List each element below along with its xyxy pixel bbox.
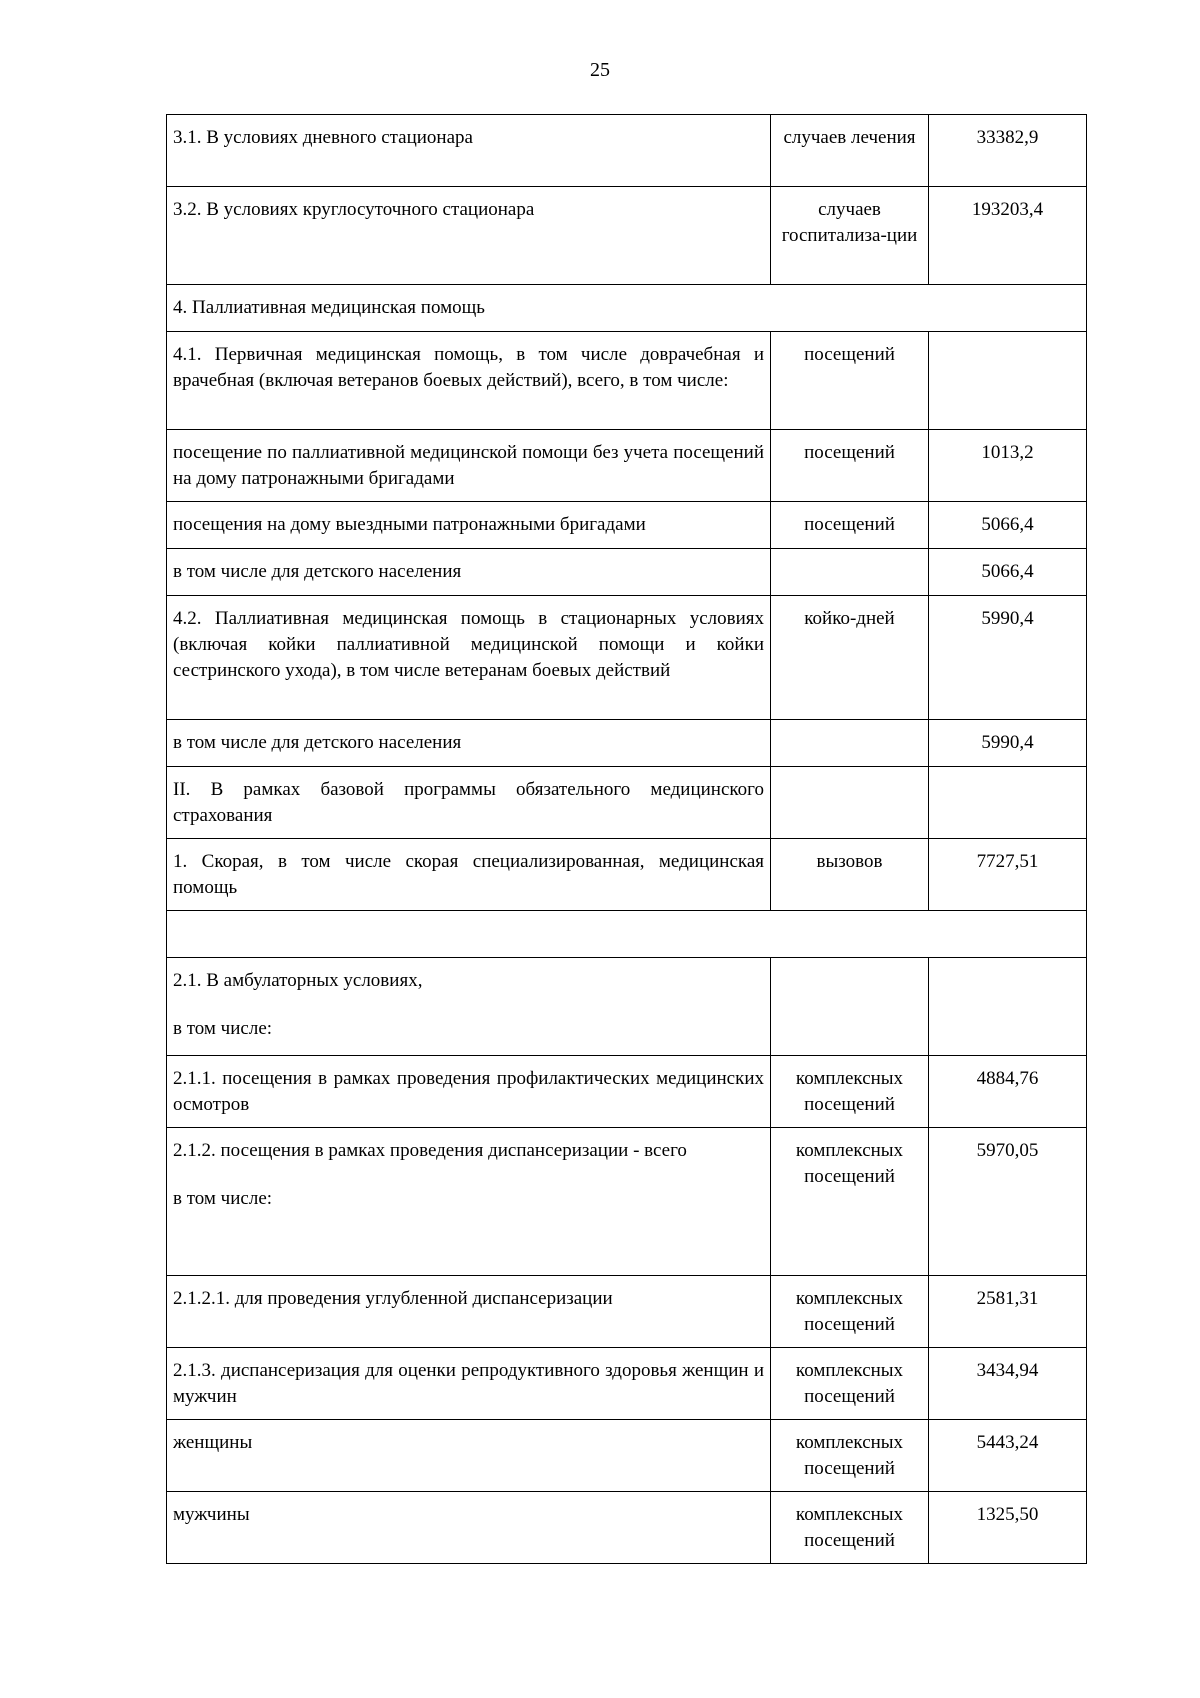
row-name-cell [167,1056,771,1128]
row-name-text: 2.1.1. посещения в рамках проведения профилактических медицинских осмотров [173,1068,764,1115]
row-value-cell: 7727,51 [929,839,1087,911]
row-name-cell [167,911,1087,958]
table-row [167,1056,1087,1128]
row-value-cell: 1013,2 [929,430,1087,502]
row-name-text: в том числе: [173,1018,273,1039]
row-unit-cell: посещений [771,332,929,430]
row-name-cell [167,839,771,911]
table-row [167,767,1087,839]
row-value-cell: 33382,9 [929,115,1087,187]
row-name-cell [167,1492,771,1564]
table-row [167,115,1087,187]
row-unit-cell [771,720,929,767]
row-name-cell [167,549,771,596]
row-name-text: 2.1.3. диспансеризация для оценки репродуктивного здоровья женщин и мужчин [173,1360,764,1407]
row-name-text: в том числе для детского населения [173,732,462,753]
row-value-cell: 5990,4 [929,720,1087,767]
row-name-text: 2.1.2. посещения в рамках проведения диспансеризации - всего [173,1140,687,1161]
table-row [167,1420,1087,1492]
row-unit-cell [771,549,929,596]
row-value-cell: 2581,31 [929,1276,1087,1348]
table-row [167,911,1087,958]
row-unit-cell: посещений [771,430,929,502]
volume-table [166,114,1087,1564]
table-row [167,596,1087,720]
row-name-text: женщины [173,1432,253,1453]
row-name-text: 1. Скорая, в том числе скорая специализированная, медицинская помощь [173,851,764,898]
row-name-cell [167,430,771,502]
row-name-text: посещение по паллиативной медицинской помощи без учета посещений на дому патронажными бригадами [173,442,764,489]
row-value-cell: 5066,4 [929,549,1087,596]
row-name-text: II. В рамках базовой программы обязательного медицинского страхования [173,779,764,826]
row-name-cell [167,596,771,720]
table-row [167,1128,1087,1276]
row-unit-cell: случаев лечения [771,115,929,187]
row-value-cell: 5990,4 [929,596,1087,720]
row-name-text: в том числе: [173,1188,273,1209]
row-name-text: 3.2. В условиях круглосуточного стационара [173,199,535,220]
table-row [167,332,1087,430]
row-unit-cell: комплексных посещений [771,1348,929,1420]
row-unit-cell: комплексных посещений [771,1492,929,1564]
row-name-text: мужчины [173,1504,250,1525]
table-row [167,958,1087,1056]
row-unit-cell: койко-дней [771,596,929,720]
row-unit-cell: комплексных посещений [771,1128,929,1276]
row-name-cell [167,187,771,285]
row-value-cell: 5066,4 [929,502,1087,549]
row-unit-cell: случаев госпитализа-ции [771,187,929,285]
row-name-text: 2.1. В амбулаторных условиях, [173,970,423,991]
row-unit-cell: комплексных посещений [771,1420,929,1492]
row-name-cell [167,1128,771,1276]
table-row [167,720,1087,767]
row-value-cell: 1325,50 [929,1492,1087,1564]
table-row [167,502,1087,549]
row-name-text: 2.1.2.1. для проведения углубленной диспансеризации [173,1288,613,1309]
row-value-cell: 4884,76 [929,1056,1087,1128]
row-value-cell [929,767,1087,839]
table-row [167,187,1087,285]
line-gap [173,1164,764,1186]
row-name-cell [167,958,771,1056]
row-name-cell [167,1276,771,1348]
row-name-cell [167,720,771,767]
row-name-text: в том числе для детского населения [173,561,462,582]
page-number: 25 [590,59,610,81]
table-row [167,1348,1087,1420]
row-name-cell [167,332,771,430]
row-value-cell [929,332,1087,430]
row-name-cell [167,115,771,187]
row-value-cell: 193203,4 [929,187,1087,285]
table-row [167,549,1087,596]
row-unit-cell: вызовов [771,839,929,911]
table-row [167,839,1087,911]
table-body [167,115,1087,1564]
row-name-text: 4.2. Паллиативная медицинская помощь в стационарных условиях (включая койки паллиативной медицинской помощи и койки сестринского ухода), в том числе ветеранам боевых действий [173,608,764,681]
row-name-text: 4. Паллиативная медицинская помощь [173,297,485,318]
table-row [167,430,1087,502]
row-name-cell [167,285,1087,332]
row-value-cell: 5443,24 [929,1420,1087,1492]
row-unit-cell: посещений [771,502,929,549]
row-value-cell [929,958,1087,1056]
row-unit-cell: комплексных посещений [771,1056,929,1128]
table-row [167,285,1087,332]
row-value-cell: 3434,94 [929,1348,1087,1420]
table-row [167,1276,1087,1348]
row-name-cell [167,1420,771,1492]
line-gap [173,994,764,1016]
row-name-cell [167,502,771,549]
row-name-cell [167,767,771,839]
table-row [167,1492,1087,1564]
row-name-text: 3.1. В условиях дневного стационара [173,127,473,148]
row-name-text: посещения на дому выездными патронажными бригадами [173,514,646,535]
row-unit-cell [771,767,929,839]
row-name-text: 4.1. Первичная медицинская помощь, в том числе доврачебная и врачебная (включая ветеранов боевых действий), всего, в том числе: [173,344,764,391]
row-unit-cell [771,958,929,1056]
row-value-cell: 5970,05 [929,1128,1087,1276]
row-unit-cell: комплексных посещений [771,1276,929,1348]
row-name-cell [167,1348,771,1420]
